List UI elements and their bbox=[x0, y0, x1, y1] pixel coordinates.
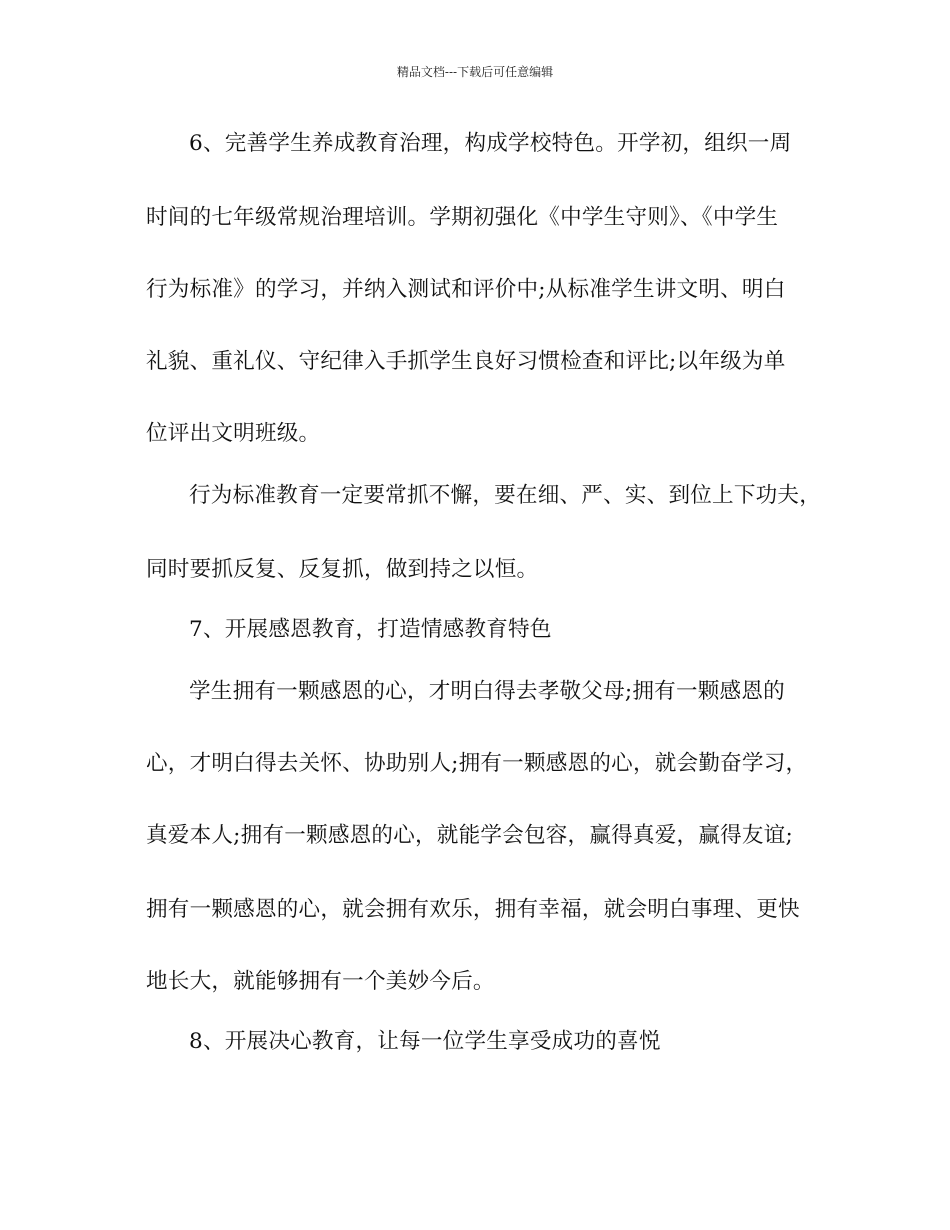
paragraph-gratitude-line: 学生拥有一颗感恩的心，才明白得去孝敬父母;拥有一颗感恩的 bbox=[189, 679, 785, 704]
paragraph-gratitude-line: 地长大，就能够拥有一个美妙今后。 bbox=[146, 969, 495, 994]
paragraph-standards-line: 同时要抓反复、反复抓，做到持之以恒。 bbox=[146, 557, 539, 582]
paragraph-6-heading-line: 6、完善学生养成教育治理，构成学校特色。开学初，组织一周 bbox=[189, 131, 792, 156]
page-header: 精品文档---下载后可任意编辑 bbox=[396, 65, 554, 79]
paragraph-gratitude-line: 拥有一颗感恩的心，就会拥有欢乐，拥有幸福，就会明白事理、更快 bbox=[146, 897, 800, 922]
paragraph-gratitude-line: 真爱本人;拥有一颗感恩的心，就能学会包容，赢得真爱，赢得友谊; bbox=[146, 823, 793, 848]
paragraph-6-line: 时间的七年级常规治理培训。学期初强化《中学生守则》、《中学生 bbox=[146, 205, 779, 230]
paragraph-6-line: 位评出文明班级。 bbox=[146, 421, 321, 446]
paragraph-6-line: 行为标准》的学习，并纳入测试和评价中;从标准学生讲文明、明白 bbox=[146, 277, 786, 302]
section-8-heading: 8、开展决心教育，让每一位学生享受成功的喜悦 bbox=[189, 1029, 661, 1054]
section-7-heading: 7、开展感恩教育，打造情感教育特色 bbox=[189, 617, 552, 642]
paragraph-gratitude-line: 心，才明白得去关怀、协助别人;拥有一颗感恩的心，就会勤奋学习， bbox=[146, 751, 808, 776]
paragraph-standards-line: 行为标准教育一定要常抓不懈，要在细、严、实、到位上下功夫， bbox=[189, 483, 822, 508]
paragraph-6-line: 礼貌、重礼仪、守纪律入手抓学生良好习惯检查和评比;以年级为单 bbox=[146, 349, 786, 374]
